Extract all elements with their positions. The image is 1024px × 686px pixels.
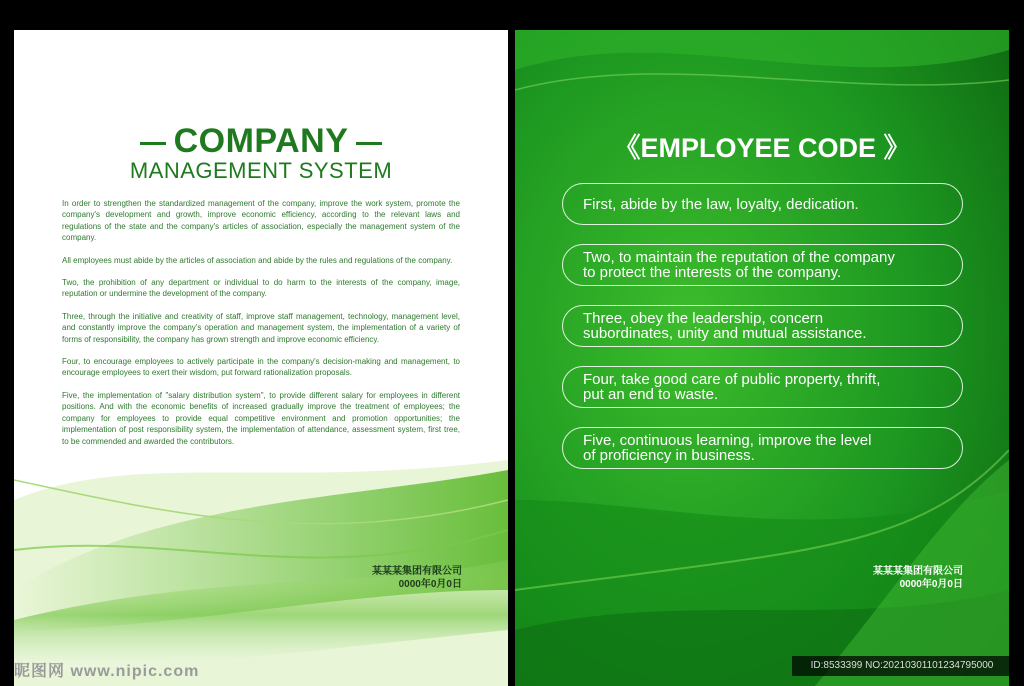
rule-paragraph: Two, the prohibition of any department or individual to do harm to the interests of the company, image, reputation or undermine the development of the company. bbox=[62, 278, 460, 299]
left-page bbox=[14, 30, 508, 686]
site-watermark: 昵图网 www.nipic.com bbox=[14, 663, 200, 680]
code-text: Three, obey the leadership, concern subordinates, unity and mutual assistance. bbox=[583, 310, 867, 342]
rule-paragraph: Three, through the initiative and creativity of staff, improve staff management, technology, management level, and constantly improve the company's operation and management system, the implementation of a variety of forms of responsibility, the company has grown strength and improve economic efficiency. bbox=[62, 311, 460, 344]
management-subtitle: MANAGEMENT SYSTEM bbox=[129, 158, 393, 183]
code-item bbox=[562, 244, 963, 286]
employee-code-title: 《EMPLOYEE CODE 》 bbox=[613, 133, 911, 163]
code-item bbox=[562, 366, 963, 408]
code-item bbox=[562, 183, 963, 225]
company-signature-left bbox=[314, 565, 462, 591]
code-text: Four, take good care of public property, thrift, put an end to waste. bbox=[583, 371, 881, 403]
code-text: First, abide by the law, loyalty, dedication. bbox=[583, 195, 859, 213]
right-page bbox=[515, 30, 1009, 686]
company-name: 某某某集团有限公司 bbox=[873, 566, 963, 577]
code-text: Two, to maintain the reputation of the company to protect the interests of the company. bbox=[583, 249, 895, 281]
rule-paragraph: All employees must abide by the articles of association and abide by the rules and regulations of the company. bbox=[62, 255, 453, 265]
rule-paragraph: Five, the implementation of "salary distribution system", to provide different salary for employees in different positions. And with the economic benefits of increased gradually improve the treatment of employees; the company for employees to provide equal competitive environment and promotion opportunities; the implementation of post responsibility system, the implementation of attendance, assessment system, first tree, to be commended and awarded the contributors. bbox=[62, 390, 460, 446]
title-dash-right bbox=[356, 142, 382, 145]
code-item bbox=[562, 427, 963, 469]
company-date: 0000年0月0日 bbox=[398, 579, 462, 590]
title-text: COMPANY bbox=[173, 122, 349, 160]
company-title bbox=[14, 122, 508, 161]
company-name: 某某某集团有限公司 bbox=[372, 566, 462, 577]
code-text: Five, continuous learning, improve the level of proficiency in business. bbox=[583, 432, 872, 464]
code-item bbox=[562, 305, 963, 347]
company-signature-right bbox=[815, 565, 963, 591]
rule-paragraph: In order to strengthen the standardized management of the company, improve the work system, promote the company's development and growth, improve economic efficiency, according to the relevant laws and regulations of the state and the company's articles of association, especially the management system of the company. bbox=[62, 199, 460, 243]
title-dash-left bbox=[140, 142, 166, 145]
rule-paragraph: Four, to encourage employees to actively participate in the company's decision-making and management, to encourage employees to exert their wisdom, put forward rationalization proposals. bbox=[62, 357, 460, 378]
rules-body bbox=[62, 198, 460, 458]
image-id-label: ID:8533399 NO:20210301101234795000 bbox=[792, 656, 1012, 676]
company-date: 0000年0月0日 bbox=[899, 579, 963, 590]
